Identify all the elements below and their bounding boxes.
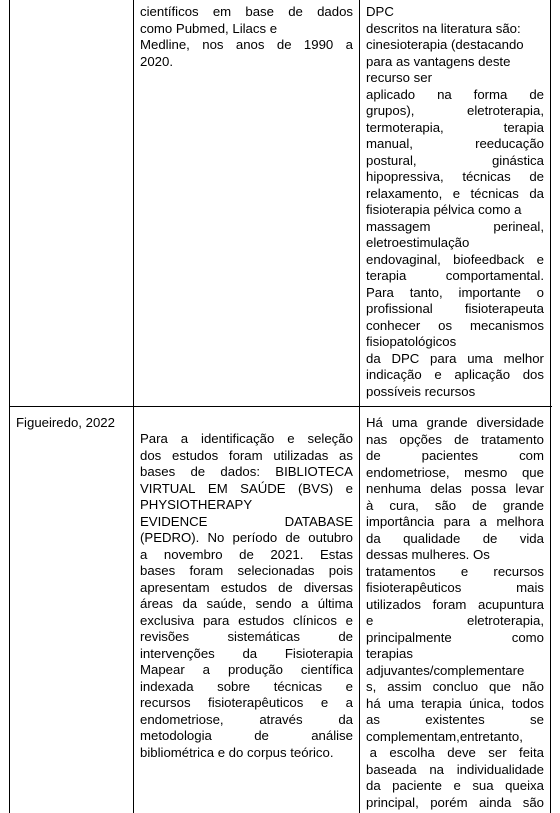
text-line: tratamentos e recursos	[366, 563, 544, 579]
text-line: bases foram selecionadas pois	[140, 563, 353, 578]
text-line: da DPC para uma melhor	[366, 350, 544, 366]
author-citation: Figueiredo, 2022	[16, 415, 115, 430]
text-line: terapia comportamental.	[366, 268, 544, 283]
text-line: endovaginal, biofeedback e	[366, 251, 544, 267]
text-line: fisiopatológicos	[366, 334, 457, 349]
text-line: dessas mulheres. Os	[366, 547, 490, 562]
text-line: metodologia de análise	[140, 728, 353, 743]
text-line: conhecer os mecanismos	[366, 317, 544, 333]
text-line: para as vantagens deste	[366, 53, 511, 69]
table-row-divider	[10, 406, 552, 407]
text-line: a novembro de 2021. Estas	[140, 546, 353, 562]
text-line: nas opções de tratamento	[366, 431, 544, 447]
text-line: terapias	[366, 646, 413, 661]
text-line: relaxamento, e técnicas da	[366, 185, 544, 201]
text-line: VIRTUAL EM SAÚDE (BVS) e	[140, 480, 353, 496]
text-line: adjuvantes/complementare	[366, 662, 525, 678]
text-line: hipopressiva, técnicas de	[366, 169, 544, 184]
text-line: de pacientes com	[366, 448, 544, 463]
text-line: termoterapia, terapia	[366, 119, 544, 135]
text-line: exclusiva para estudos clínicos e	[140, 612, 353, 628]
text-line: postural, ginástica	[366, 152, 544, 168]
text-line: cinesioterapia (destacando	[366, 37, 524, 52]
text-line: importância para a melhora	[366, 514, 544, 529]
text-line: EVIDENCE DATABASE	[140, 513, 353, 529]
text-line: recurso ser	[366, 70, 432, 85]
text-line: Medline, nos anos de 1990 a	[140, 37, 353, 52]
row-2-author-cell	[16, 415, 128, 432]
text-line: 2020.	[140, 53, 174, 69]
text-line: fisioterapia pélvica como a	[366, 202, 522, 217]
text-line: apresentam estudos de diversas	[140, 579, 353, 595]
text-line: da qualidade de vida	[366, 530, 544, 546]
text-line: revisões sistemáticas de	[140, 629, 353, 644]
text-line: endometriose, através da	[140, 711, 353, 727]
text-line: principal, porém ainda são	[366, 794, 544, 810]
text-line: bases de dados: BIBLIOTECA	[140, 464, 353, 479]
row-1-results-cell	[366, 4, 544, 400]
text-line: fisioterapêuticos mais	[366, 580, 544, 595]
row-2-method-cell	[140, 431, 353, 761]
text-line: eletroestimulação	[366, 235, 470, 250]
text-line: da paciente e sua queixa	[366, 778, 544, 793]
text-line: intervenções da Fisioterapia	[140, 645, 353, 661]
text-line: indexada sobre técnicas e	[140, 678, 353, 694]
text-line: científicos em base de dados	[140, 4, 353, 19]
text-line: s, assim concluo que não	[366, 679, 544, 694]
text-line: recursos fisioterapêuticos e a	[140, 695, 353, 710]
text-line: baseada na individualidade	[366, 761, 544, 777]
text-line: complementam,entretanto,	[366, 728, 523, 744]
text-line: como Pubmed, Lilacs e	[140, 20, 278, 36]
text-line: aplicado na forma de	[366, 86, 544, 102]
row-1-method-cell	[140, 4, 353, 70]
text-line: indicação e aplicação dos	[366, 367, 544, 382]
text-line: à cura, são de grande	[366, 497, 544, 513]
text-line: bibliométrica e do corpus teórico.	[140, 744, 334, 760]
text-line: massagem perineal,	[366, 218, 544, 234]
text-line: as existentes se	[366, 712, 544, 727]
text-line: e eletroterapia,	[366, 613, 544, 628]
text-line: a escolha deve ser feita	[366, 745, 544, 760]
text-line: grupos), eletroterapia,	[366, 103, 544, 118]
text-line: principalmente como	[366, 629, 544, 645]
text-line: endometriose, mesmo que	[366, 464, 544, 480]
text-line: possíveis recursos	[366, 383, 476, 399]
row-2-results-cell	[366, 415, 544, 811]
text-line: dos estudos foram utilizadas as	[140, 447, 353, 463]
text-line: profissional fisioterapeuta	[366, 301, 544, 316]
text-line: há uma terapia única, todos	[366, 695, 544, 711]
text-line: Há uma grande diversidade	[366, 415, 544, 430]
text-line: áreas da saúde, sendo a última	[140, 596, 353, 611]
text-line: Mapear a produção científica	[140, 662, 353, 677]
text-line: nenhuma delas possa levar	[366, 481, 544, 496]
text-line: Para tanto, importante o	[366, 284, 544, 300]
text-line: manual, reeducação	[366, 136, 544, 151]
text-line: Para a identificação e seleção	[140, 431, 353, 446]
text-line: PHYSIOTHERAPY	[140, 497, 253, 512]
text-line: utilizados foram acupuntura	[366, 596, 544, 612]
text-line: DPC	[366, 4, 394, 19]
text-line: (PEDRO). No período de outubro	[140, 530, 353, 545]
text-line: descritos na literatura são:	[366, 20, 521, 36]
